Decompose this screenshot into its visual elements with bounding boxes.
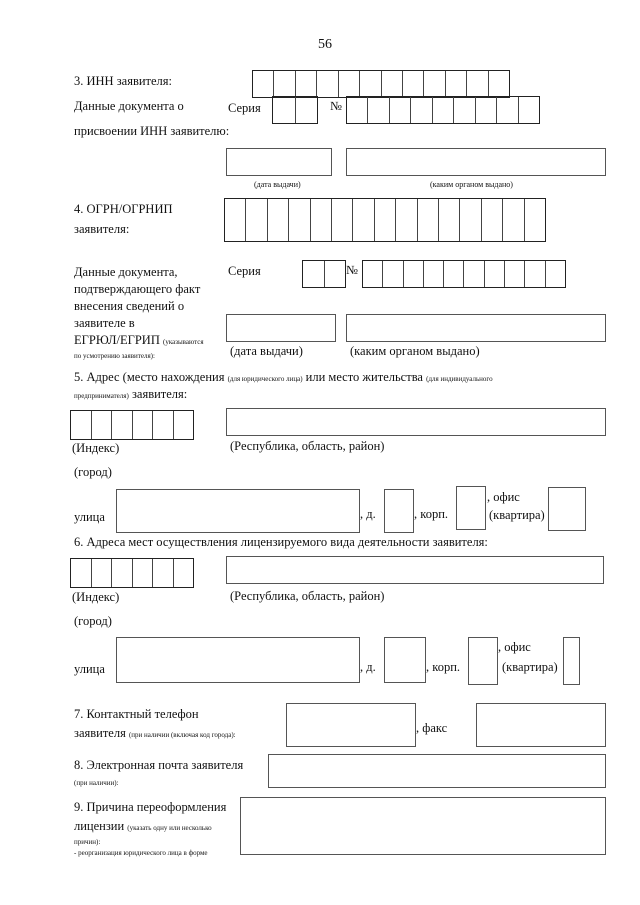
s7-line-2: заявителя (при наличии (включая код города): [74, 726, 236, 740]
s6-office-field[interactable] [563, 637, 580, 685]
s4-series-label: Серия [228, 264, 261, 278]
s4-number-sign: № [346, 263, 358, 277]
s9-line-4: - реорганизация юридического лица в форме [74, 849, 208, 857]
page-number: 56 [318, 37, 332, 52]
s3-doc-label-2: присвоении ИНН заявителю: [74, 124, 230, 138]
s5-street-field[interactable] [116, 489, 360, 533]
s6-city-caption: (город) [74, 614, 112, 628]
s3-date-caption: (дата выдачи) [254, 180, 301, 189]
s7-title: 7. Контактный телефон [74, 707, 199, 721]
s5-apartment-label: (квартира) [489, 508, 545, 522]
s7-phone-field[interactable] [286, 703, 416, 747]
s4-doc-label-4: заявителе в [74, 316, 135, 330]
s4-date-caption: (дата выдачи) [230, 344, 303, 358]
s6-apartment-label: (квартира) [502, 660, 558, 674]
s6-house-label: , д. [360, 660, 376, 674]
s4-title-1: 4. ОГРН/ОГРНИП [74, 202, 173, 216]
s9-line-2: лицензии (указать одну или несколько [74, 819, 212, 833]
s3-date-field[interactable] [226, 148, 332, 176]
s6-region-field[interactable] [226, 556, 604, 584]
s5-city-caption: (город) [74, 465, 112, 479]
s6-street-field[interactable] [116, 637, 360, 683]
s4-authority-caption: (каким органом выдано) [350, 344, 480, 358]
s5-house-label: , д. [360, 507, 376, 521]
s8-small: (при наличии): [74, 779, 119, 787]
s3-authority-caption: (каким органом выдано) [430, 180, 513, 189]
s4-doc-label-3: внесения сведений о [74, 299, 185, 313]
s7-fax-field[interactable] [476, 703, 606, 747]
s7-fax-label: , факс [416, 721, 448, 735]
s9-title: 9. Причина переоформления [74, 800, 227, 814]
s6-title: 6. Адреса мест осуществления лицензируемого вида деятельности заявителя: [74, 535, 488, 549]
s5-house-field[interactable] [384, 489, 414, 533]
s5-index-cells[interactable] [70, 410, 194, 440]
s4-title-2: заявителя: [74, 222, 130, 236]
s4-number-cells[interactable] [362, 260, 566, 288]
s4-authority-field[interactable] [346, 314, 606, 342]
s5-street-label: улица [74, 510, 105, 524]
s3-authority-field[interactable] [346, 148, 606, 176]
s3-title: 3. ИНН заявителя: [74, 74, 173, 88]
s5-office-field[interactable] [548, 487, 586, 531]
s5-building-field[interactable] [456, 486, 486, 530]
s5-region-field[interactable] [226, 408, 606, 436]
s6-region-caption: (Республика, область, район) [230, 589, 385, 603]
s5-region-caption: (Республика, область, район) [230, 439, 385, 453]
s3-number-cells[interactable] [346, 96, 540, 124]
s5-building-label: , корп. [414, 507, 449, 521]
s6-building-field[interactable] [468, 637, 498, 685]
s4-doc-label-5: ЕГРЮЛ/ЕГРИП (указываются [74, 333, 204, 347]
s3-series-cells[interactable] [272, 96, 318, 124]
s4-doc-label-1: Данные документа, [74, 265, 178, 279]
s6-house-field[interactable] [384, 637, 426, 683]
s5-index-caption: (Индекс) [72, 441, 120, 455]
s8-email-field[interactable] [268, 754, 606, 788]
ogrn-cells[interactable] [224, 198, 546, 242]
s6-index-cells[interactable] [70, 558, 194, 588]
s5-office-label: , офис [487, 490, 520, 504]
s9-reason-field[interactable] [240, 797, 606, 855]
s3-number-sign: № [330, 99, 342, 113]
s8-title: 8. Электронная почта заявителя [74, 758, 244, 772]
s4-doc-label-6: по усмотрению заявителя): [74, 352, 155, 360]
s3-series-label: Серия [228, 101, 261, 115]
s4-series-cells[interactable] [302, 260, 346, 288]
s5-title-line-2: предпринимателя) заявителя: [74, 387, 188, 401]
s6-street-label: улица [74, 662, 105, 676]
s6-office-label: , офис [498, 640, 531, 654]
s3-doc-label-1: Данные документа о [74, 99, 184, 113]
s4-date-field[interactable] [226, 314, 336, 342]
s6-building-label: , корп. [426, 660, 461, 674]
s6-index-caption: (Индекс) [72, 590, 120, 604]
s5-title-line-1: 5. Адрес (место нахождения (для юридического лица) или место жительства (для индивидуального [74, 370, 493, 384]
s9-line-3: причин): [74, 838, 101, 846]
inn-cells[interactable] [252, 70, 510, 98]
s4-doc-label-2: подтверждающего факт [74, 282, 201, 296]
